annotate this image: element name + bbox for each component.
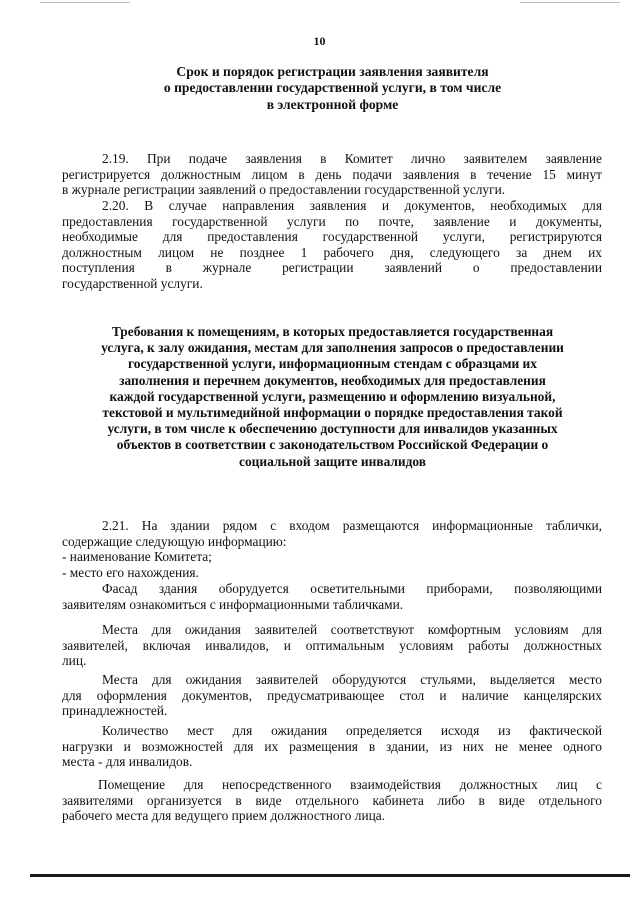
paragraph-line: Количество мест для ожидания определяется исходя из фактической — [102, 723, 602, 738]
paragraph-line: в журнале регистрации заявлений о предоставлении государственной услуги. — [62, 182, 506, 198]
paragraph-line: рабочего места для ведущего прием должностного лица. — [62, 808, 386, 824]
paragraph-2-20 — [62, 198, 602, 292]
paragraph-line: 2.21. На здании рядом с входом размещаются информационные таблички, — [102, 518, 602, 533]
paragraph-line: заявителями организуется в виде отдельного кабинета либо в виде отдельного — [62, 792, 602, 808]
scan-artifact — [40, 2, 130, 3]
paragraph-line: государственной услуги. — [62, 275, 203, 291]
paragraph-waiting-places — [62, 622, 602, 669]
paragraph-interaction-room — [62, 777, 602, 824]
paragraph-line: Места для ожидания заявителей оборудуются стульями, выделяется место — [102, 672, 602, 687]
heading-line: услуга, к залу ожидания, местам для заполнения запросов о предоставлении — [101, 340, 564, 356]
paragraph-waiting-equipment — [62, 672, 602, 719]
paragraph-line: необходимые для предоставления государственной услуги, регистрируются — [62, 229, 602, 245]
paragraph-line: Места для ожидания заявителей соответствуют комфортным условиям для — [102, 622, 602, 637]
paragraph-line: нагрузки и возможностей для их размещения в здании, из них не менее одного — [62, 738, 602, 754]
heading-line: о предоставлении государственной услуги, в том числе — [163, 80, 502, 96]
list-item: - место его нахождения. — [62, 564, 199, 580]
heading-line: каждой государственной услуги, размещению и оформлению визуальной, — [109, 388, 556, 404]
list-item: - наименование Комитета; — [62, 549, 212, 565]
heading-line: услуги, в том числе к обеспечению доступности для инвалидов указанных — [107, 421, 558, 437]
paragraph-line: принадлежностей. — [62, 703, 168, 719]
heading-line: государственной услуги, информационным стендам с образцами их — [128, 356, 537, 372]
heading-line: социальной защите инвалидов — [239, 453, 426, 469]
paragraph-line: поступления в журнале регистрации заявлений о предоставлении — [62, 260, 602, 276]
paragraph-line: должностным лицом не позднее 1 рабочего дня, следующего за днем их — [62, 244, 602, 260]
heading-line: Срок и порядок регистрации заявления заявителя — [176, 64, 489, 79]
paragraph-line: Фасад здания оборудуется осветительными приборами, позволяющими — [102, 581, 602, 596]
scan-artifact — [520, 2, 620, 3]
paragraph-2-19 — [62, 151, 602, 198]
paragraph-line: места - для инвалидов. — [62, 754, 193, 770]
heading-line: объектов в соответствии с законодательством Российской Федерации о — [116, 437, 549, 453]
paragraph-line: предоставления государственной услуги по почте, заявление и документы, — [62, 213, 602, 229]
paragraph-line: для оформления документов, предусматривающее стол и наличие канцелярских — [62, 687, 602, 703]
heading-line: Требования к помещениям, в которых предоставляется государственная — [111, 324, 554, 339]
paragraph-line: заявителям ознакомиться с информационными табличками. — [62, 596, 404, 612]
section-heading-registration — [60, 64, 605, 113]
paragraph-line: заявителей, включая инвалидов, и оптимальным условиям работы должностных — [62, 637, 602, 653]
paragraph-line: 2.20. В случае направления заявления и документов, необходимых для — [102, 198, 602, 213]
paragraph-line: содержащие следующую информацию: — [62, 533, 287, 549]
paragraph-line: 2.19. При подаче заявления в Комитет лично заявителем заявление — [102, 151, 602, 166]
paragraph-2-21 — [62, 518, 602, 580]
heading-line: в электронной форме — [266, 96, 399, 112]
paragraph-facade — [62, 581, 602, 612]
paragraph-line: лиц. — [62, 653, 87, 669]
paragraph-line: регистрируется должностным лицом в день подачи заявления в течение 15 минут — [62, 166, 602, 182]
section-heading-premises — [60, 324, 605, 470]
paragraph-places-count — [62, 723, 602, 770]
heading-line: текстовой и мультимедийной информации о порядке предоставления такой — [102, 405, 563, 421]
page-number: 10 — [313, 34, 326, 48]
paragraph-line: Помещение для непосредственного взаимодействия должностных лиц с — [98, 777, 602, 792]
heading-line: заполнения и перечнем документов, необходимых для предоставления — [119, 372, 546, 388]
bottom-scan-edge — [30, 874, 630, 877]
